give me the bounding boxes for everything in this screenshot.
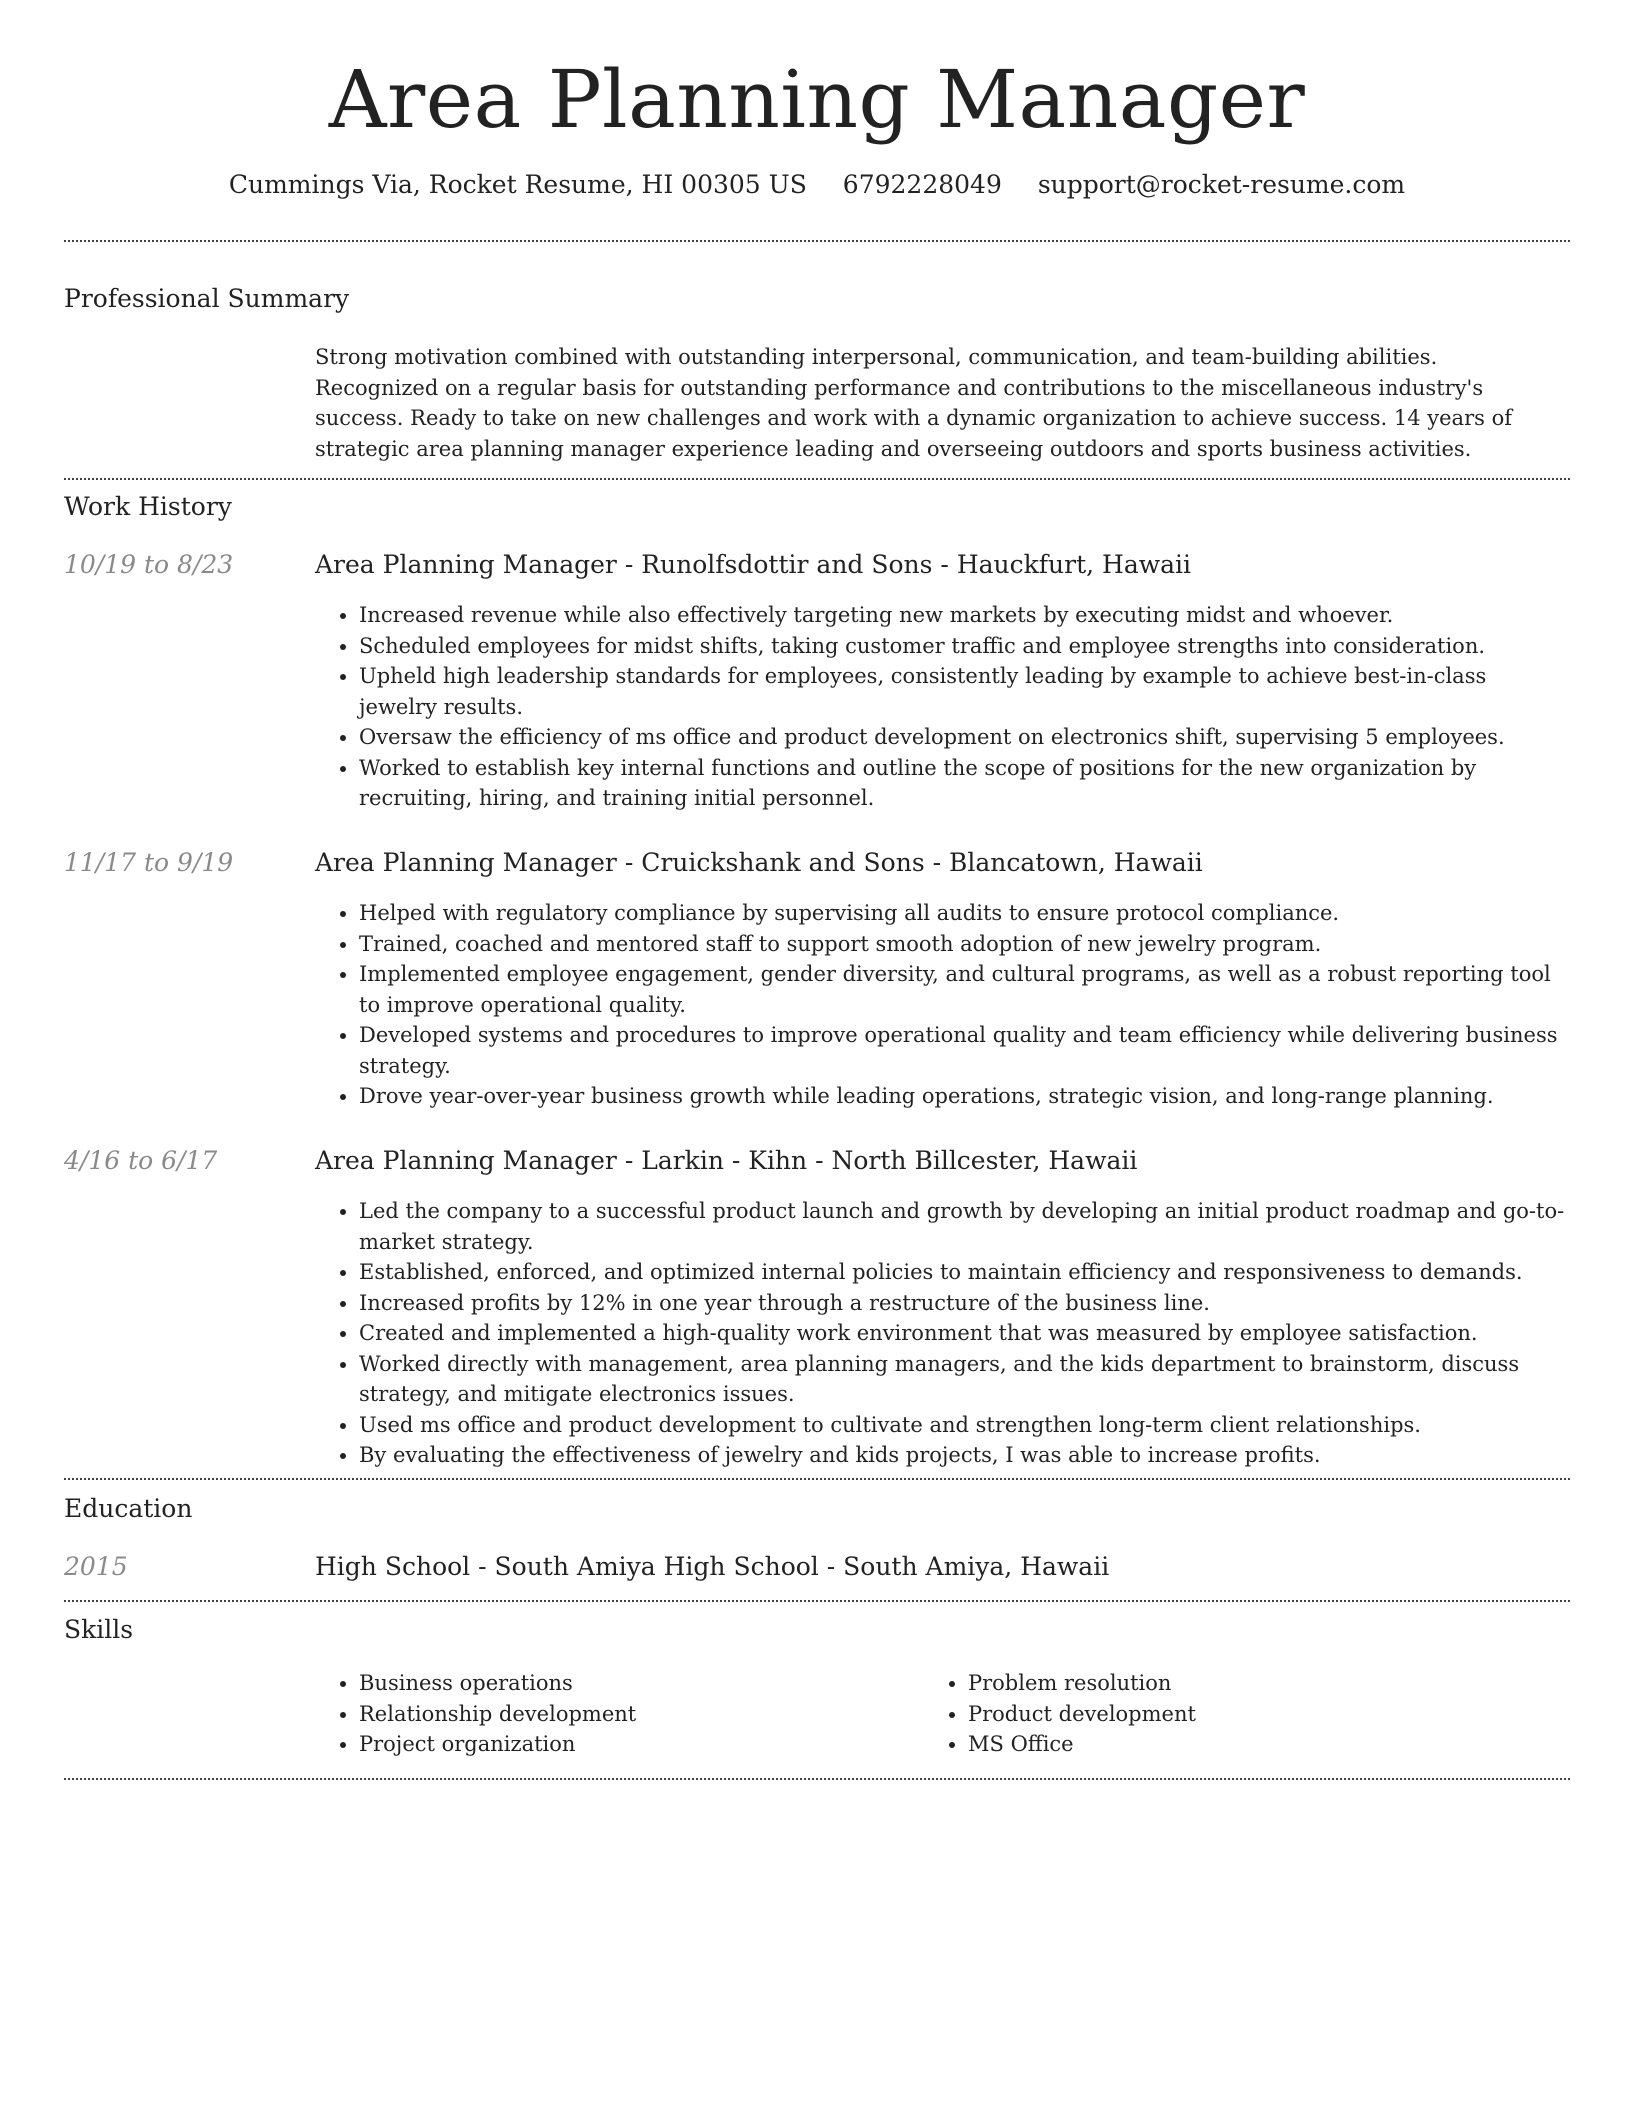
education-date: 2015 [64, 1552, 128, 1581]
job-bullet: • By evaluating the effectiveness of jewelry and kids projects, I was able to increase profits. [359, 1440, 1570, 1471]
section-divider [64, 1478, 1570, 1480]
skills-list-left [315, 1668, 875, 1760]
section-divider [64, 478, 1570, 480]
skill-item: • MS Office [968, 1729, 1484, 1760]
job-title: Area Planning Manager - Cruickshank and Sons - Blancatown, Hawaii [315, 848, 1203, 877]
skill-item: • Relationship development [359, 1699, 875, 1730]
job-bullet: • Increased revenue while also effectively targeting new markets by executing midst and whoever. [359, 600, 1570, 631]
section-divider [64, 240, 1570, 242]
resume-title: Area Planning Manager [328, 53, 1306, 146]
job-bullet: • Drove year-over-year business growth while leading operations, strategic vision, and long-range planning. [359, 1081, 1570, 1112]
job-bullet: • Led the company to a successful product launch and growth by developing an initial product roadmap and go-to-market strategy. [359, 1196, 1570, 1257]
contact-phone: 6792228049 [842, 170, 1002, 199]
job-bullet: • Created and implemented a high-quality work environment that was measured by employee satisfaction. [359, 1318, 1570, 1349]
job-dates: 10/19 to 8/23 [64, 550, 234, 579]
section-heading-skills: Skills [64, 1615, 134, 1644]
job-dates: 11/17 to 9/19 [64, 848, 234, 877]
section-divider [64, 1600, 1570, 1602]
job-bullet: • Trained, coached and mentored staff to support smooth adoption of new jewelry program. [359, 929, 1570, 960]
section-heading-education: Education [64, 1494, 193, 1523]
job-bullet: • Oversaw the efficiency of ms office and product development on electronics shift, supervising 5 employees. [359, 722, 1570, 753]
job-bullet: • Used ms office and product development to cultivate and strengthen long-term client relationships. [359, 1410, 1570, 1441]
contact-info [64, 168, 1570, 202]
job-bullet: • Upheld high leadership standards for employees, consistently leading by example to achieve best-in-class jewelry results. [359, 661, 1570, 722]
skills-list-right [924, 1668, 1484, 1760]
job-title: Area Planning Manager - Larkin - Kihn - North Billcester, Hawaii [315, 1146, 1138, 1175]
job-bullet: • Increased profits by 12% in one year through a restructure of the business line. [359, 1288, 1570, 1319]
job-bullets [315, 600, 1570, 814]
section-heading-summary: Professional Summary [64, 284, 350, 313]
skill-item: • Business operations [359, 1668, 875, 1699]
job-bullets [315, 1196, 1570, 1471]
job-bullet: • Helped with regulatory compliance by supervising all audits to ensure protocol compliance. [359, 898, 1570, 929]
summary-text: Strong motivation combined with outstanding interpersonal, communication, and team-building abilities. Recognized on a regular basis for outstanding performance and contributions to the miscellaneous industry's success. Ready to take on new challenges and work with a dynamic organization to achieve success. 14 years of strategic area planning manager experience leading and overseeing outdoors and sports business activities. [315, 345, 1512, 461]
job-bullets [315, 898, 1570, 1112]
education-entry: High School - South Amiya High School - South Amiya, Hawaii [315, 1552, 1110, 1581]
job-bullet: • Established, enforced, and optimized internal policies to maintain efficiency and responsiveness to demands. [359, 1257, 1570, 1288]
skill-item: • Project organization [359, 1729, 875, 1760]
job-title: Area Planning Manager - Runolfsdottir and Sons - Hauckfurt, Hawaii [315, 550, 1192, 579]
job-bullet: • Worked to establish key internal functions and outline the scope of positions for the new organization by recruiting, hiring, and training initial personnel. [359, 753, 1570, 814]
job-bullet: • Developed systems and procedures to improve operational quality and team efficiency while delivering business strategy. [359, 1020, 1570, 1081]
contact-email: support@rocket-resume.com [1037, 170, 1406, 199]
job-bullet: • Worked directly with management, area planning managers, and the kids department to brainstorm, discuss strategy, and mitigate electronics issues. [359, 1349, 1570, 1410]
section-divider [64, 1778, 1570, 1780]
job-bullet: • Scheduled employees for midst shifts, taking customer traffic and employee strengths into consideration. [359, 631, 1570, 662]
job-dates: 4/16 to 6/17 [64, 1146, 218, 1175]
contact-address: Cummings Via, Rocket Resume, HI 00305 US [228, 170, 807, 199]
skill-item: • Product development [968, 1699, 1484, 1730]
job-bullet: • Implemented employee engagement, gender diversity, and cultural programs, as well as a robust reporting tool to improve operational quality. [359, 959, 1570, 1020]
skill-item: • Problem resolution [968, 1668, 1484, 1699]
section-heading-work-history: Work History [64, 492, 232, 521]
